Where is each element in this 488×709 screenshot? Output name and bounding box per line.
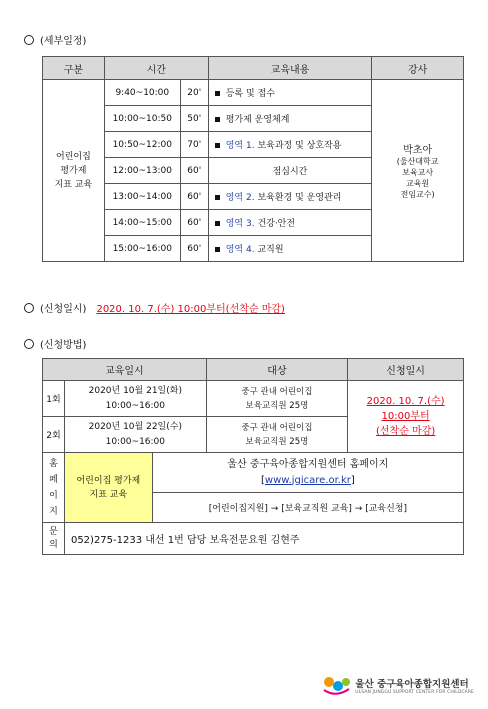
circle-bullet-icon: [24, 303, 34, 313]
center-logo-icon: [321, 674, 351, 696]
instructor-name: 박초아: [403, 145, 433, 156]
square-bullet-icon: [215, 91, 220, 96]
square-bullet-icon: [215, 221, 220, 226]
footer-name: 울산 중구육아종합지원센터: [355, 678, 469, 690]
table-row: 15:00~16:00 60' 영역 4. 교직원: [43, 236, 464, 262]
header-time: 시간: [104, 57, 208, 80]
apply-method-table: [42, 358, 464, 555]
square-bullet-icon: [215, 117, 220, 122]
table-row: 10:50~12:00 70' 영역 1. 보육과정 및 상호작용: [43, 132, 464, 158]
homepage-link[interactable]: www.jgicare.or.kr: [264, 474, 351, 486]
category-cell: 어린이집 평가제 지표 교육: [43, 80, 105, 262]
table-row: 어린이집 평가제 지표 교육 9:40~10:00 20' 등록 및 접수 박초아 (울산대학교 보육교사 교육원 전임교수): [43, 80, 464, 106]
header-apply-date: 신청일시: [348, 359, 464, 381]
homepage-course: 어린이집 평가제 지표 교육: [64, 453, 152, 523]
table-row: 2회 2020년 10월 22일(수) 10:00~16:00 중구 관내 어린이집 보육교직원 25명: [43, 417, 464, 453]
inquiry-text: 052)275-1233 내선 1번 담당 보육전문요원 김현주: [64, 523, 463, 555]
table-row: 10:00~10:50 50' 평가제 운영체계: [43, 106, 464, 132]
header-instructor: 강사: [372, 57, 464, 80]
instructor-detail: (울산대학교 보육교사 교육원 전임교수): [396, 157, 439, 199]
instructor-cell: [372, 80, 464, 262]
section-apply-method-heading: (신청방법): [24, 336, 86, 351]
table-row: [43, 523, 464, 555]
table-row: 1회 2020년 10월 21일(화) 10:00~16:00 중구 관내 어린이집 보육교직원 25명 2020. 10. 7.(수) 10:00부터 (선착순 마감): [43, 381, 464, 417]
homepage-path: [어린이집지원] → [보육교직원 교육] → [교육신청]: [152, 493, 463, 523]
footer-logo: [321, 674, 474, 696]
schedule-table: [42, 56, 464, 262]
circle-bullet-icon: [24, 35, 34, 45]
apply-date-value: 2020. 10. 7.(수) 10:00부터(선착순 마감): [96, 304, 285, 315]
table-row: 홈 페 이 지 어린이집 평가제 지표 교육 울산 중구육아종합지원센터 홈페이지 [www.jgicare.or.kr]: [43, 453, 464, 493]
header-category: 구분: [43, 57, 105, 80]
homepage-title: 울산 중구육아종합지원센터 홈페이지: [227, 458, 389, 470]
header-content: 교육내용: [208, 57, 372, 80]
square-bullet-icon: [215, 143, 220, 148]
footer-sub: ULSAN JUNGGU SUPPORT CENTER FOR CHILDCARE: [355, 689, 474, 695]
square-bullet-icon: [215, 247, 220, 252]
table-row: 13:00~14:00 60' 영역 2. 보육환경 및 운영관리: [43, 184, 464, 210]
section-apply-date: (신청일시) 2020. 10. 7.(수) 10:00부터(선착순 마감): [24, 300, 285, 315]
header-edu-date: 교육일시: [43, 359, 207, 381]
header-target: 대상: [206, 359, 348, 381]
table-row: 12:00~13:00 60' 점심시간: [43, 158, 464, 184]
circle-bullet-icon: [24, 339, 34, 349]
square-bullet-icon: [215, 195, 220, 200]
homepage-label: 홈 페 이 지: [43, 453, 65, 523]
inquiry-label: 문 의: [43, 523, 65, 555]
table-row: 14:00~15:00 60' 영역 3. 건강·안전: [43, 210, 464, 236]
section-schedule-heading: (세부일정): [24, 32, 86, 47]
apply-date-cell: 2020. 10. 7.(수) 10:00부터 (선착순 마감): [348, 381, 464, 453]
